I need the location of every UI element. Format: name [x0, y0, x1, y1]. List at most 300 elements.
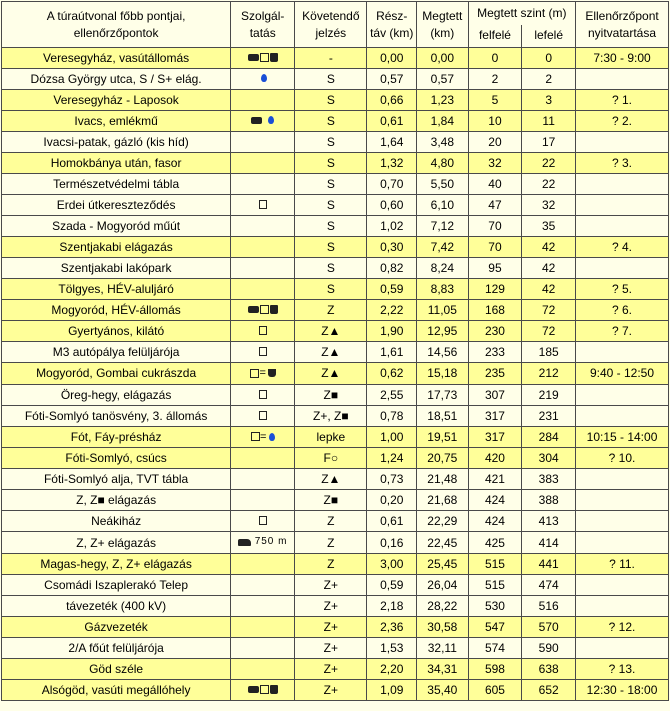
ascent-cell: 233	[468, 342, 522, 363]
ascent-cell: 515	[468, 574, 522, 595]
opening-cell	[576, 132, 669, 153]
segment-cell: 2,36	[367, 616, 417, 637]
marking-cell: Z▲	[295, 469, 367, 490]
ascent-cell: 70	[468, 237, 522, 258]
table-row	[2, 216, 669, 237]
table-row	[2, 532, 669, 554]
descent-cell: 414	[522, 532, 576, 554]
ascent-cell: 530	[468, 595, 522, 616]
descent-cell: 35	[522, 216, 576, 237]
opening-cell	[576, 574, 669, 595]
descent-cell: 219	[522, 384, 576, 405]
descent-cell: 590	[522, 637, 576, 658]
point-name: Szentjakabi lakópark	[2, 258, 231, 279]
marking-cell: S	[295, 132, 367, 153]
segment-cell: 2,55	[367, 384, 417, 405]
services-cell	[231, 321, 295, 342]
distance-cell: 25,45	[417, 553, 469, 574]
services-cell	[231, 132, 295, 153]
descent-cell: 413	[522, 511, 576, 532]
segment-cell: 0,61	[367, 511, 417, 532]
services-cell	[231, 511, 295, 532]
shop-icon	[270, 305, 278, 314]
segment-cell: 1,02	[367, 216, 417, 237]
descent-cell: 11	[522, 111, 576, 132]
segment-cell: 0,82	[367, 258, 417, 279]
ascent-cell: 420	[468, 448, 522, 469]
distance-cell: 0,00	[417, 48, 469, 69]
opening-cell	[576, 469, 669, 490]
shop-icon	[270, 53, 278, 62]
opening-cell	[576, 69, 669, 90]
point-name: Veresegyház, vasútállomás	[2, 48, 231, 69]
route-table	[1, 1, 669, 701]
marking-cell: S	[295, 216, 367, 237]
table-row	[2, 658, 669, 679]
table-row	[2, 595, 669, 616]
header-route-points: A túraútvonal főbb pontjai, ellenőrzőpontok	[2, 2, 231, 48]
distance-cell: 30,58	[417, 616, 469, 637]
descent-cell: 570	[522, 616, 576, 637]
descent-cell: 22	[522, 174, 576, 195]
distance-cell: 26,04	[417, 574, 469, 595]
shop-icon	[270, 685, 278, 694]
ascent-cell: 168	[468, 300, 522, 321]
point-name: Neákiház	[2, 511, 231, 532]
marking-cell: S	[295, 153, 367, 174]
distance-cell: 18,51	[417, 405, 469, 426]
services-cell	[231, 405, 295, 426]
point-name: Alsógöd, vasúti megállóhely	[2, 679, 231, 700]
table-row	[2, 237, 669, 258]
segment-cell: 0,70	[367, 174, 417, 195]
opening-cell: ? 13.	[576, 658, 669, 679]
marking-cell: S	[295, 237, 367, 258]
ascent-cell: 574	[468, 637, 522, 658]
descent-cell: 42	[522, 279, 576, 300]
opening-cell: ? 2.	[576, 111, 669, 132]
services-cell	[231, 216, 295, 237]
services-cell	[231, 342, 295, 363]
opening-cell: 10:15 - 14:00	[576, 426, 669, 448]
services-cell	[231, 448, 295, 469]
ascent-cell: 5	[468, 90, 522, 111]
distance-cell: 4,80	[417, 153, 469, 174]
distance-cell: 22,45	[417, 532, 469, 554]
ascent-cell: 307	[468, 384, 522, 405]
distance-cell: 17,73	[417, 384, 469, 405]
descent-cell: 72	[522, 321, 576, 342]
descent-cell: 72	[522, 300, 576, 321]
point-name: Öreg-hegy, elágazás	[2, 384, 231, 405]
distance-cell: 8,24	[417, 258, 469, 279]
bus-icon	[248, 306, 259, 313]
segment-cell: 1,32	[367, 153, 417, 174]
opening-cell: ? 12.	[576, 616, 669, 637]
services-cell	[231, 574, 295, 595]
ascent-cell: 515	[468, 553, 522, 574]
water-icon	[268, 116, 274, 124]
marking-cell: Z+	[295, 574, 367, 595]
opening-cell: ? 7.	[576, 321, 669, 342]
marking-cell: F○	[295, 448, 367, 469]
marking-cell: Z+	[295, 637, 367, 658]
descent-cell: 22	[522, 153, 576, 174]
descent-cell: 474	[522, 574, 576, 595]
table-row	[2, 69, 669, 90]
opening-cell	[576, 532, 669, 554]
descent-cell: 304	[522, 448, 576, 469]
marking-cell: Z+, Z■	[295, 405, 367, 426]
equals-icon: =	[259, 430, 268, 443]
opening-cell: ? 1.	[576, 90, 669, 111]
descent-cell: 383	[522, 469, 576, 490]
services-cell	[231, 258, 295, 279]
info-board-icon	[259, 347, 267, 356]
marking-cell: -	[295, 48, 367, 69]
distance-cell: 35,40	[417, 679, 469, 700]
distance-cell: 34,31	[417, 658, 469, 679]
point-name: Mogyoród, Gombai cukrászda	[2, 363, 231, 385]
table-row	[2, 321, 669, 342]
marking-cell: Z■	[295, 384, 367, 405]
table-row	[2, 553, 669, 574]
table-row	[2, 363, 669, 385]
services-cell	[231, 195, 295, 216]
marking-cell: S	[295, 279, 367, 300]
marking-cell: S	[295, 174, 367, 195]
ascent-cell: 20	[468, 132, 522, 153]
point-name: M3 autópálya felüljárója	[2, 342, 231, 363]
header-opening: Ellenőrzőpont nyitvatartása	[576, 2, 669, 48]
services-cell	[231, 637, 295, 658]
services-cell	[231, 490, 295, 511]
point-name: Gyertyános, kilátó	[2, 321, 231, 342]
distance-cell: 1,84	[417, 111, 469, 132]
table-row	[2, 384, 669, 405]
descent-cell: 388	[522, 490, 576, 511]
distance-cell: 1,23	[417, 90, 469, 111]
opening-cell: ? 11.	[576, 553, 669, 574]
header-marking: Követendő jelzés	[295, 2, 367, 48]
point-name: Fóti-Somlyó tanösvény, 3. állomás	[2, 405, 231, 426]
distance-cell: 21,68	[417, 490, 469, 511]
services-cell	[231, 426, 295, 448]
marking-cell: Z	[295, 511, 367, 532]
segment-cell: 0,78	[367, 405, 417, 426]
descent-cell: 231	[522, 405, 576, 426]
services-cell	[231, 532, 295, 554]
distance-cell: 28,22	[417, 595, 469, 616]
services-cell	[231, 279, 295, 300]
table-row	[2, 111, 669, 132]
table-row	[2, 153, 669, 174]
table-row	[2, 511, 669, 532]
opening-cell: ? 4.	[576, 237, 669, 258]
services-cell	[231, 363, 295, 385]
table-row	[2, 574, 669, 595]
segment-cell: 0,62	[367, 363, 417, 385]
table-row	[2, 342, 669, 363]
opening-cell: ? 10.	[576, 448, 669, 469]
services-cell	[231, 595, 295, 616]
services-cell	[231, 553, 295, 574]
opening-cell	[576, 195, 669, 216]
services-cell	[231, 48, 295, 69]
opening-cell: ? 3.	[576, 153, 669, 174]
segment-cell: 1,90	[367, 321, 417, 342]
header-elevation: Megtett szint (m)	[468, 2, 575, 25]
ascent-cell: 598	[468, 658, 522, 679]
descent-cell: 441	[522, 553, 576, 574]
ascent-cell: 0	[468, 48, 522, 69]
table-row	[2, 448, 669, 469]
car-icon	[238, 539, 251, 546]
table-row	[2, 469, 669, 490]
opening-cell: 9:40 - 12:50	[576, 363, 669, 385]
segment-cell: 1,24	[367, 448, 417, 469]
point-name: Fót, Fáy-présház	[2, 426, 231, 448]
segment-cell: 2,18	[367, 595, 417, 616]
marking-cell: S	[295, 69, 367, 90]
distance-cell: 14,56	[417, 342, 469, 363]
point-name: Z, Z■ elágazás	[2, 490, 231, 511]
opening-cell	[576, 595, 669, 616]
distance-cell: 7,12	[417, 216, 469, 237]
distance-cell: 21,48	[417, 469, 469, 490]
segment-cell: 0,73	[367, 469, 417, 490]
ascent-cell: 421	[468, 469, 522, 490]
services-cell	[231, 616, 295, 637]
segment-cell: 0,59	[367, 279, 417, 300]
opening-cell	[576, 405, 669, 426]
descent-cell: 17	[522, 132, 576, 153]
descent-cell: 42	[522, 237, 576, 258]
header-up: felfelé	[468, 25, 522, 48]
table-row	[2, 490, 669, 511]
marking-cell: Z+	[295, 595, 367, 616]
point-name: Csomádi Iszaplerakó Telep	[2, 574, 231, 595]
table-row	[2, 279, 669, 300]
cafe-icon	[268, 369, 276, 377]
services-cell	[231, 237, 295, 258]
opening-cell	[576, 258, 669, 279]
point-name: Szentjakabi elágazás	[2, 237, 231, 258]
segment-cell: 1,61	[367, 342, 417, 363]
table-row	[2, 300, 669, 321]
opening-cell	[576, 511, 669, 532]
point-name: Magas-hegy, Z, Z+ elágazás	[2, 553, 231, 574]
services-cell	[231, 384, 295, 405]
segment-cell: 2,22	[367, 300, 417, 321]
marking-cell: Z■	[295, 490, 367, 511]
services-cell	[231, 153, 295, 174]
descent-cell: 3	[522, 90, 576, 111]
table-row	[2, 637, 669, 658]
table-row	[2, 90, 669, 111]
services-cell	[231, 111, 295, 132]
marking-cell: lepke	[295, 426, 367, 448]
marking-cell: Z+	[295, 679, 367, 700]
water-icon	[261, 74, 267, 82]
segment-cell: 0,00	[367, 48, 417, 69]
segment-cell: 1,00	[367, 426, 417, 448]
marking-cell: Z▲	[295, 363, 367, 385]
point-name: Ivacsi-patak, gázló (kis híd)	[2, 132, 231, 153]
descent-cell: 652	[522, 679, 576, 700]
bus-icon	[251, 117, 262, 124]
point-name: távezeték (400 kV)	[2, 595, 231, 616]
ascent-cell: 70	[468, 216, 522, 237]
marking-cell: Z	[295, 532, 367, 554]
segment-cell: 1,64	[367, 132, 417, 153]
header-services: Szolgál- tatás	[231, 2, 295, 48]
segment-cell: 0,60	[367, 195, 417, 216]
ascent-cell: 317	[468, 426, 522, 448]
table-row	[2, 426, 669, 448]
segment-cell: 2,20	[367, 658, 417, 679]
distance-cell: 22,29	[417, 511, 469, 532]
distance-cell: 20,75	[417, 448, 469, 469]
descent-cell: 516	[522, 595, 576, 616]
table-row	[2, 132, 669, 153]
train-icon	[260, 53, 269, 62]
opening-cell: ? 6.	[576, 300, 669, 321]
bus-icon	[248, 54, 259, 61]
descent-cell: 0	[522, 48, 576, 69]
segment-cell: 0,16	[367, 532, 417, 554]
table-row	[2, 174, 669, 195]
descent-cell: 185	[522, 342, 576, 363]
ascent-cell: 424	[468, 490, 522, 511]
ascent-cell: 547	[468, 616, 522, 637]
header-distance: Megtett (km)	[417, 2, 469, 48]
point-name: Ivacs, emlékmű	[2, 111, 231, 132]
info-board-icon	[259, 326, 267, 335]
ascent-cell: 425	[468, 532, 522, 554]
distance-cell: 12,95	[417, 321, 469, 342]
ascent-cell: 235	[468, 363, 522, 385]
ascent-cell: 230	[468, 321, 522, 342]
segment-cell: 1,53	[367, 637, 417, 658]
services-cell	[231, 69, 295, 90]
table-row	[2, 679, 669, 700]
header-down: lefelé	[522, 25, 576, 48]
segment-cell: 0,30	[367, 237, 417, 258]
table-row	[2, 195, 669, 216]
distance-cell: 7,42	[417, 237, 469, 258]
descent-cell: 2	[522, 69, 576, 90]
ascent-cell: 424	[468, 511, 522, 532]
marking-cell: Z	[295, 300, 367, 321]
descent-cell: 32	[522, 195, 576, 216]
segment-cell: 1,09	[367, 679, 417, 700]
segment-cell: 0,57	[367, 69, 417, 90]
header-segment: Rész- táv (km)	[367, 2, 417, 48]
distance-cell: 6,10	[417, 195, 469, 216]
water-icon	[269, 433, 275, 441]
point-name: Gázvezeték	[2, 616, 231, 637]
opening-cell	[576, 384, 669, 405]
opening-cell	[576, 490, 669, 511]
info-board-icon	[259, 411, 267, 420]
opening-cell	[576, 216, 669, 237]
marking-cell: S	[295, 90, 367, 111]
ascent-cell: 95	[468, 258, 522, 279]
ascent-cell: 32	[468, 153, 522, 174]
distance-cell: 11,05	[417, 300, 469, 321]
bus-icon	[248, 686, 259, 693]
descent-cell: 638	[522, 658, 576, 679]
descent-cell: 284	[522, 426, 576, 448]
distance-cell: 3,48	[417, 132, 469, 153]
marking-cell: Z+	[295, 658, 367, 679]
ascent-cell: 317	[468, 405, 522, 426]
train-icon	[260, 685, 269, 694]
distance-cell: 0,57	[417, 69, 469, 90]
distance-cell: 8,83	[417, 279, 469, 300]
descent-cell: 42	[522, 258, 576, 279]
services-cell	[231, 658, 295, 679]
info-board-icon	[259, 516, 267, 525]
point-name: Tölgyes, HÉV-aluljáró	[2, 279, 231, 300]
point-name: Természetvédelmi tábla	[2, 174, 231, 195]
segment-cell: 0,20	[367, 490, 417, 511]
segment-cell: 3,00	[367, 553, 417, 574]
table-row	[2, 616, 669, 637]
point-name: Homokbánya után, fasor	[2, 153, 231, 174]
opening-cell: 7:30 - 9:00	[576, 48, 669, 69]
train-icon	[260, 305, 269, 314]
services-cell	[231, 679, 295, 700]
point-name: Dózsa György utca, S / S+ elág.	[2, 69, 231, 90]
services-cell	[231, 469, 295, 490]
distance-cell: 32,11	[417, 637, 469, 658]
point-name: 2/A főút felüljárója	[2, 637, 231, 658]
info-board-icon	[259, 200, 267, 209]
segment-cell: 0,61	[367, 111, 417, 132]
opening-cell	[576, 637, 669, 658]
services-cell	[231, 90, 295, 111]
marking-cell: Z	[295, 553, 367, 574]
services-cell	[231, 174, 295, 195]
marking-cell: Z▲	[295, 321, 367, 342]
train-icon	[251, 432, 260, 441]
point-name: Veresegyház - Laposok	[2, 90, 231, 111]
services-cell	[231, 300, 295, 321]
distance-cell: 15,18	[417, 363, 469, 385]
point-name: Erdei útkereszteződés	[2, 195, 231, 216]
point-name: Z, Z+ elágazás	[2, 532, 231, 554]
opening-cell: 12:30 - 18:00	[576, 679, 669, 700]
table-row	[2, 258, 669, 279]
ascent-cell: 10	[468, 111, 522, 132]
info-board-icon	[259, 390, 267, 399]
marking-cell: S	[295, 111, 367, 132]
table-row	[2, 405, 669, 426]
segment-cell: 0,59	[367, 574, 417, 595]
point-name: Göd széle	[2, 658, 231, 679]
ascent-cell: 40	[468, 174, 522, 195]
point-name: Mogyoród, HÉV-állomás	[2, 300, 231, 321]
opening-cell	[576, 174, 669, 195]
ascent-cell: 605	[468, 679, 522, 700]
point-name: Fóti-Somlyó, csúcs	[2, 448, 231, 469]
walk-distance: 750 m	[254, 536, 288, 548]
ascent-cell: 47	[468, 195, 522, 216]
distance-cell: 5,50	[417, 174, 469, 195]
ascent-cell: 129	[468, 279, 522, 300]
